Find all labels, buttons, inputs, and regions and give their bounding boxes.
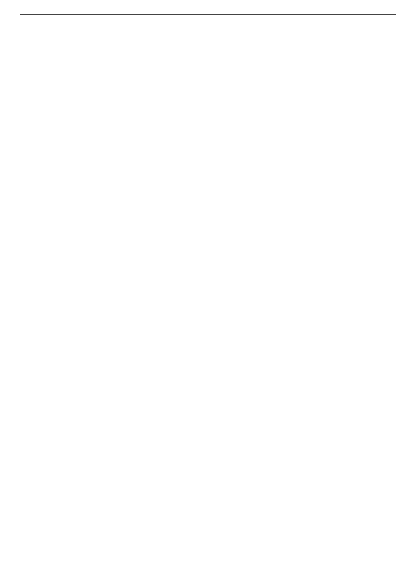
questions-area [12,18,404,22]
page-header [20,2,396,15]
